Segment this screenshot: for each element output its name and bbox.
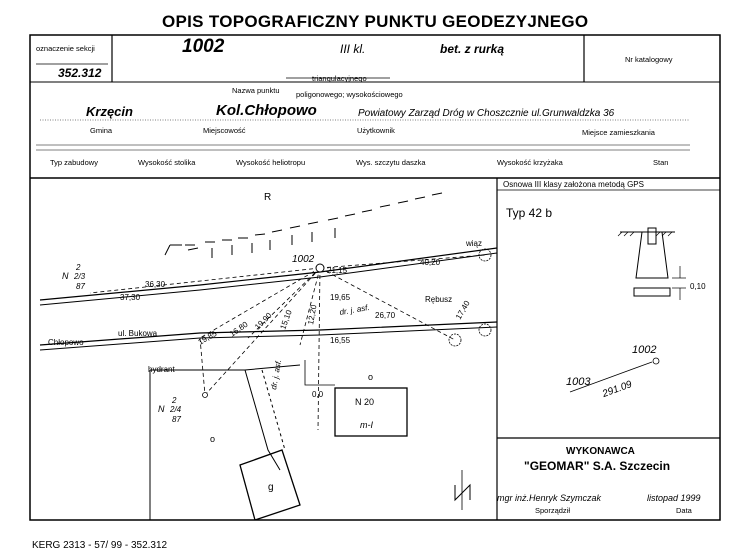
building-label-2: m-I [360,420,373,430]
date-label: Data [676,506,692,515]
section-value: 352.312 [58,66,102,80]
distance-value: 291.09 [601,379,634,400]
point-a-label: 1002 [632,344,657,356]
contractor-label: WYKONAWCA [566,446,635,457]
col-state: Stan [653,158,669,167]
dim-11: 19,90 [253,310,274,332]
col-heliotrope-height: Wysokość heliotropu [236,158,306,167]
date-value: listopad 1999 [647,493,701,503]
zero-label: 0,0 [312,390,324,399]
tree-label-1: wiąz [466,239,483,248]
dim-2: 40,20 [420,258,441,267]
town-label: Chłopowo [48,338,84,347]
map-o-2: o [210,434,216,444]
section-label: oznaczenie sekcji [36,44,95,53]
building-g-label: g [268,482,274,493]
page-title: OPIS TOPOGRAFICZNY PUNKTU GEODEZYJNEGO [162,12,589,31]
hydrant-label: hydrant [148,365,175,374]
building-label: N 20 [355,397,375,407]
dim-8: 17,40 [453,299,472,321]
col-table-height: Wysokość stolika [138,158,196,167]
road-label-1: dr. j. asf. [338,302,371,317]
distance-diagram [560,340,700,410]
dim-12: 15,10 [278,308,294,331]
col-cross-height: Wysokość krzyżaka [497,158,563,167]
dim-13: 12,20 [306,304,319,326]
user-value: Powiatowy Zarząd Dróg w Choszcznie ul.Grunwaldzka 36 [358,108,615,119]
col-roof-height: Wys. szczytu daszka [356,158,426,167]
topographic-sketch [30,178,497,520]
gmina-value: Krzęcin [86,104,133,119]
plot2-c: 87 [172,415,181,424]
tree-icon-2 [479,324,491,336]
hydrant-icon [203,393,208,398]
contractor-name: "GEOMAR" S.A. Szczecin [524,459,671,473]
footer-reference: KERG 2313 - 57/ 99 - 352.312 [32,540,168,551]
road-label-2: dr. j. asf. [269,358,284,391]
author-name: mgr inż.Henryk Szymczak [497,493,602,503]
dim-9: 19,85 [196,328,219,347]
point-name-label: Nazwa punktu [232,86,280,95]
plot1-c: 87 [76,282,85,291]
locality-label: Miejscowość [203,126,246,135]
plot1-n: N [62,271,69,281]
marker-diagram [600,222,720,322]
geodetic-point-icon [316,264,324,272]
point-b-label: 1003 [566,376,591,388]
marker-type: bet. z rurką [440,42,505,56]
gmina-label: Gmina [90,126,113,135]
point-type-line2: poligonowego; wysokościowego [296,90,403,99]
map-o-1: o [368,372,374,382]
survey-basis: Osnowa III klasy założona metodą GPS [503,180,644,189]
dim-1: 21,15 [327,266,348,275]
tree-icon [449,334,461,346]
point-number: 1002 [182,36,225,57]
dim-10: 16,80 [227,319,250,339]
dim-5: 19,65 [330,293,351,302]
residence-label: Miejsce zamieszkania [582,128,655,137]
author-label: Sporządził [535,506,571,515]
north-arrow-icon [455,485,470,500]
street-label: ul. Bukowa [118,329,158,338]
plot2-n: N [158,404,165,414]
marker-type-label: Typ 42 b [506,206,553,220]
plot1-a: 2 [76,263,81,272]
dim-7: 26,70 [375,311,396,320]
depth-value: 0,10 [690,282,706,291]
plot2-b: 2/4 [170,405,182,414]
north-label: N [452,490,460,501]
dim-4: 37,30 [120,293,141,302]
dim-6: 16,55 [330,336,351,345]
catalog-label: Nr katalogowy [625,55,673,64]
user-label: Użytkownik [357,126,395,135]
dim-3: 36,30 [145,280,166,289]
map-point-label: 1002 [292,254,315,265]
point-type-line1: triangulacyjnego [312,74,367,83]
tree-label-2: Rębusz [425,295,453,304]
locality-value: Kol.Chłopowo [216,102,317,119]
map-label-r: R [264,192,272,203]
plot2-a: 2 [172,396,177,405]
point-class: III kl. [340,42,366,56]
plot1-b: 2/3 [74,272,86,281]
col-building-type: Typ zabudowy [50,158,98,167]
